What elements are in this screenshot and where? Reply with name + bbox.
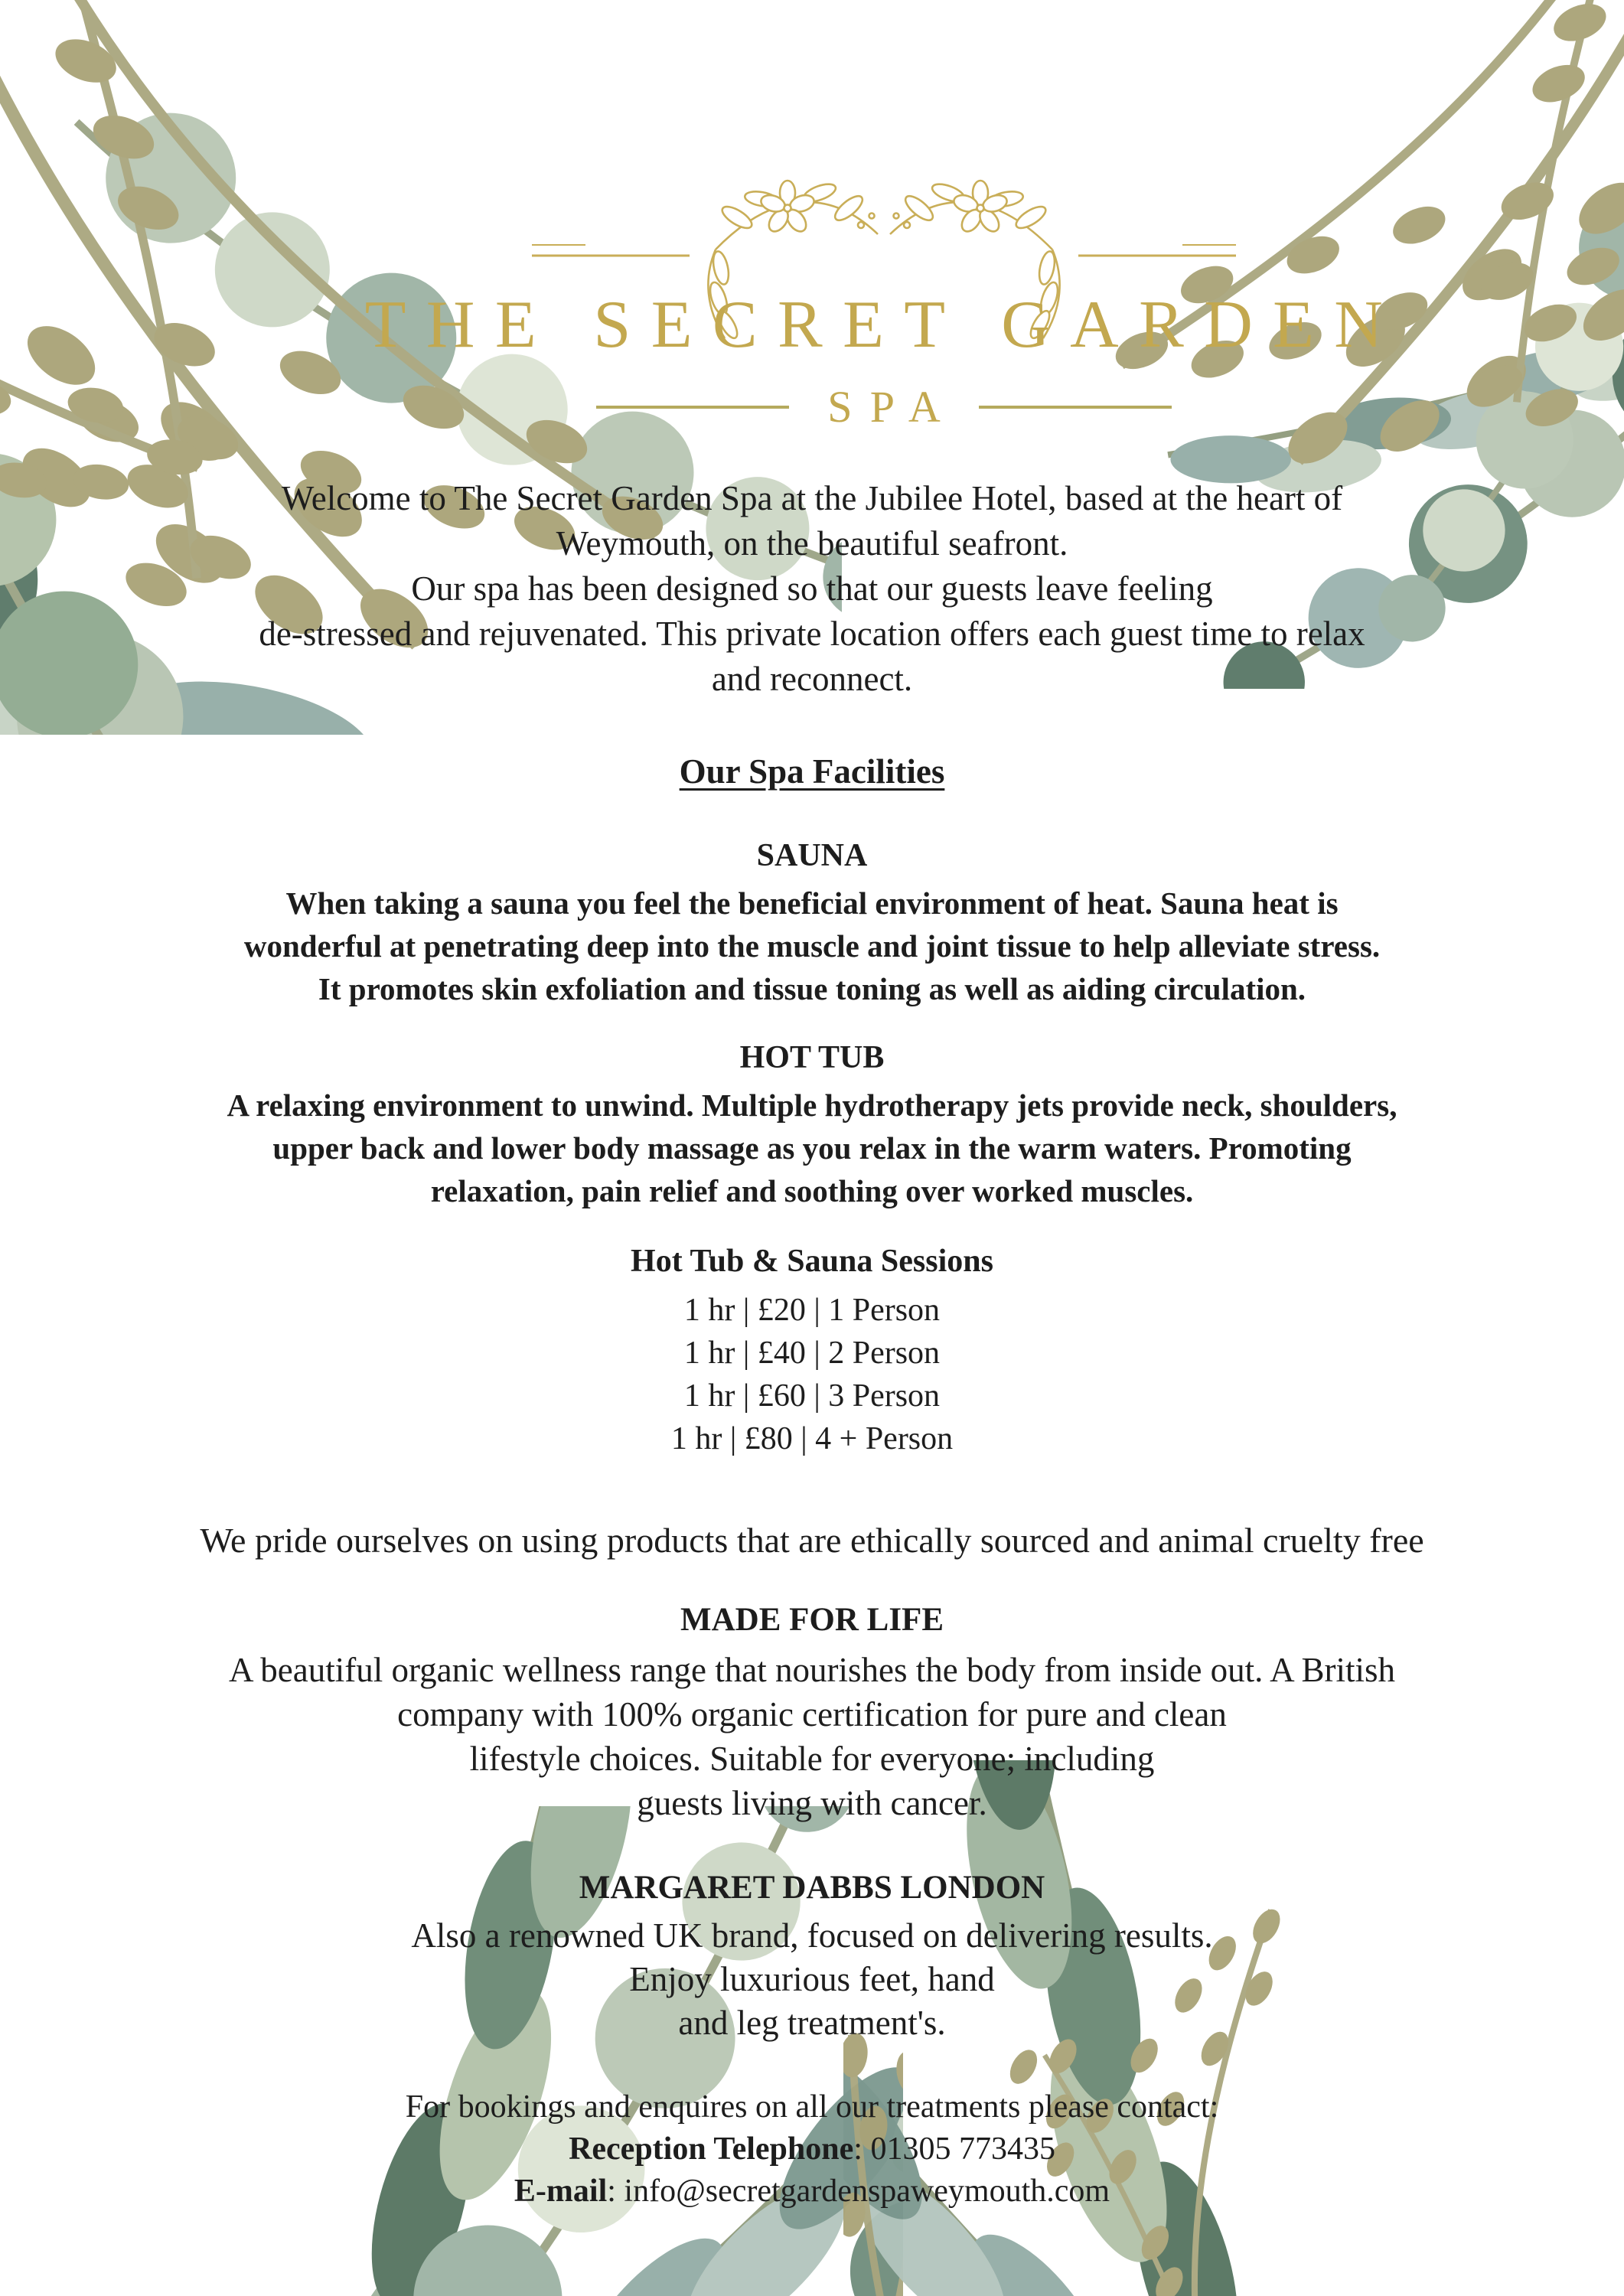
contact-intro: For bookings and enquires on all our treatments please contact:: [405, 2089, 1219, 2125]
welcome-line: and reconnect.: [711, 660, 913, 698]
margaret-dabbs-line: Also a renowned UK brand, focused on delivering results.: [411, 1916, 1213, 1955]
contact-email-line: [0, 2170, 1624, 2213]
gold-rule-right: [979, 406, 1172, 409]
sauna-paragraph: [0, 882, 1624, 1010]
email-separator: :: [607, 2174, 624, 2209]
margaret-dabbs-line: and leg treatment's.: [678, 2004, 946, 2042]
welcome-line: Our spa has been designed so that our guests leave feeling: [411, 569, 1213, 608]
spa-subtitle-row: [72, 381, 1624, 432]
pride-statement: We pride ourselves on using products that are ethically sourced and animal cruelty free: [200, 1521, 1424, 1560]
welcome-line: Weymouth, on the beautiful seafront.: [556, 524, 1068, 563]
hot-tub-section: [0, 1039, 1624, 1212]
sessions-price-list: [0, 1289, 1624, 1460]
sauna-line: wonderful at penetrating deep into the muscle and joint tissue to help alleviate stress.: [243, 928, 1381, 964]
margaret-dabbs-paragraph: [0, 1914, 1624, 2045]
sessions-heading: Hot Tub & Sauna Sessions: [631, 1244, 993, 1279]
email-value: info@secretgardenspaweymouth.com: [624, 2174, 1110, 2209]
sauna-line: When taking a sauna you feel the beneficial environment of heat. Sauna heat is: [285, 885, 1339, 921]
hot-tub-line: upper back and lower body massage as you relax in the warm waters. Promoting: [272, 1130, 1352, 1166]
logo-title: THE SECRET GARDEN: [364, 288, 1404, 362]
phone-separator: :: [853, 2131, 871, 2167]
sauna-line: It promotes skin exfoliation and tissue toning as well as aiding circulation.: [318, 971, 1306, 1006]
spa-subtitle: SPA: [827, 382, 958, 432]
made-for-life-line: company with 100% organic certification for pure and clean: [397, 1695, 1227, 1733]
made-for-life-heading: MADE FOR LIFE: [680, 1602, 944, 1638]
welcome-paragraph: [0, 476, 1624, 702]
hot-tub-line: A relaxing environment to unwind. Multiple hydrotherapy jets provide neck, shoulders,: [227, 1088, 1397, 1123]
gold-rule-left: [596, 406, 789, 409]
session-price-item: 1 hr | £60 | 3 Person: [683, 1378, 941, 1414]
margaret-dabbs-line: Enjoy luxurious feet, hand: [629, 1960, 995, 1998]
session-price-item: 1 hr | £20 | 1 Person: [683, 1293, 941, 1328]
made-for-life-line: guests living with cancer.: [637, 1784, 987, 1822]
hot-tub-line: relaxation, pain relief and soothing over worked muscles.: [430, 1173, 1194, 1208]
session-price-item: 1 hr | £40 | 2 Person: [683, 1336, 941, 1371]
sessions-section: [0, 1243, 1624, 1460]
sauna-section: [0, 837, 1624, 1010]
facilities-heading: Our Spa Facilities: [679, 752, 945, 791]
made-for-life-line: A beautiful organic wellness range that nourishes the body from inside out. A British: [229, 1651, 1395, 1689]
email-label: E-mail: [514, 2174, 608, 2209]
session-price-item: 1 hr | £80 | 4 + Person: [670, 1421, 954, 1456]
welcome-line: Welcome to The Secret Garden Spa at the Jubilee Hotel, based at the heart of: [281, 479, 1343, 517]
made-for-life-line: lifestyle choices. Suitable for everyone; including: [469, 1740, 1155, 1778]
hot-tub-paragraph: [0, 1084, 1624, 1212]
made-for-life-paragraph: [0, 1648, 1624, 1825]
phone-value: 01305 773435: [870, 2131, 1055, 2167]
sauna-heading: SAUNA: [756, 838, 868, 873]
phone-label: Reception Telephone: [569, 2131, 854, 2167]
hot-tub-heading: HOT TUB: [739, 1040, 885, 1075]
contact-section: [0, 2086, 1624, 2213]
margaret-dabbs-heading: MARGARET DABBS LONDON: [579, 1870, 1045, 1906]
margaret-dabbs-section: [0, 1869, 1624, 2045]
contact-phone-line: [0, 2128, 1624, 2170]
made-for-life-section: [0, 1601, 1624, 1825]
welcome-line: de-stressed and rejuvenated. This private location offers each guest time to relax: [259, 615, 1365, 653]
